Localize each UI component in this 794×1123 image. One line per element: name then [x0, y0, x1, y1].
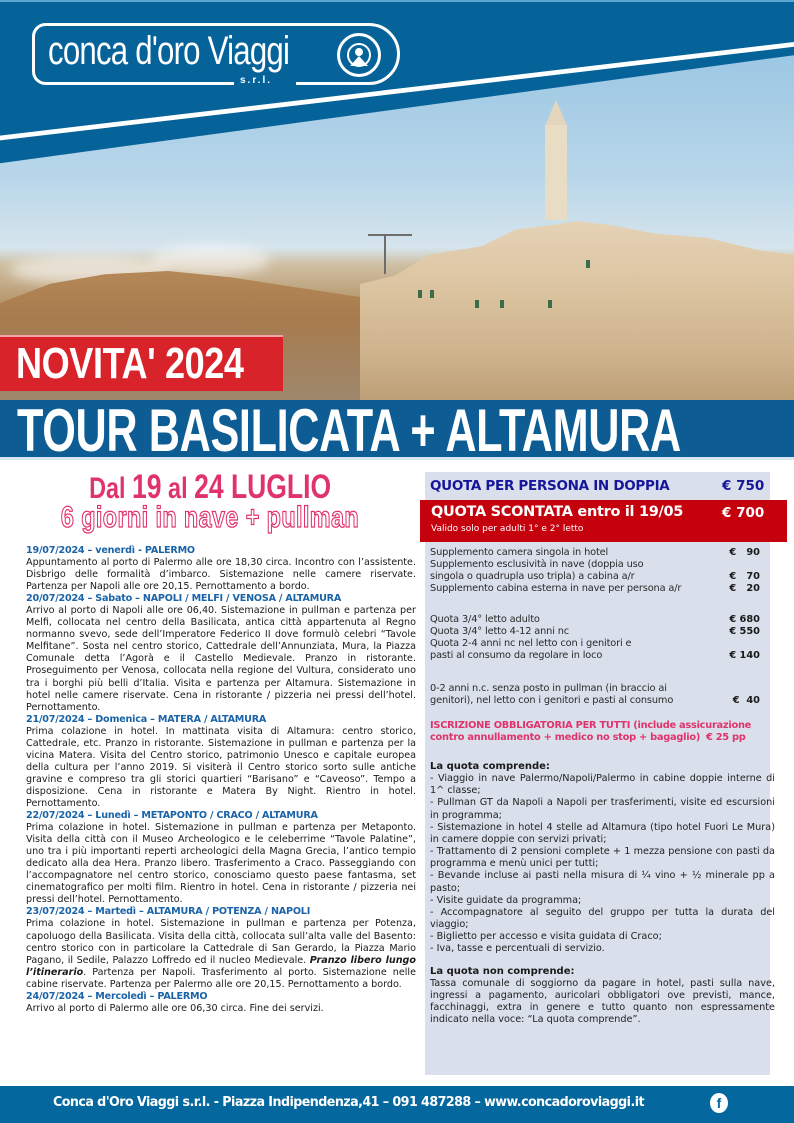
- supplement-value: € 90: [729, 547, 760, 558]
- date-end: 24 LUGLIO: [193, 468, 331, 506]
- includes-item: - Trattamento di 2 pensioni complete + 1 mezza pensione con pasti da programma e menù unici per tutti;: [430, 846, 775, 870]
- supplement-value: € 70: [729, 571, 760, 582]
- date-mid: al: [161, 472, 194, 505]
- seal-figure: [350, 56, 368, 66]
- novelty-badge-text: NOVITA' 2024: [16, 339, 244, 388]
- itinerary-day: [26, 810, 416, 906]
- inclusions: [430, 761, 775, 1026]
- supplements-list: [430, 547, 770, 595]
- footer: [0, 1086, 794, 1123]
- quote-label: pasti al consumo da regolare in loco: [430, 650, 603, 661]
- includes-title: La quota comprende:: [430, 761, 550, 772]
- seal-icon: [337, 33, 381, 77]
- includes-item: - Iva, tasse e percentuali di servizio.: [430, 943, 605, 955]
- discount-note: Valido solo per adulti 1° e 2° letto: [431, 524, 584, 534]
- day-text: . Partenza per Napoli. Trasferimento al porto. Sistemazione nelle cabine riservate. Partenza per Palermo alle ore 20,15. Pernottamento a bordo.: [26, 966, 416, 990]
- includes-item: - Sistemazione in hotel 4 stelle ad Altamura (tipo hotel Fuori Le Mura) in camere doppie con servizi privati;: [430, 821, 775, 845]
- page-title: TOUR BASILICATA + ALTAMURA: [17, 397, 681, 464]
- day-text: Prima colazione in hotel. Sistemazione in pullman e partenza per Potenza, capoluogo della Basilicata. Visita della città, collocata sull’alta valle del Basento: centro storico con in particolare la Cattedrale di San Gerardo, la Piazza Mario Pagano, il Sedile, Palazzo Loffredo ed il nucleo Medievale.: [26, 918, 416, 966]
- company-logo: [32, 23, 402, 87]
- logo-suffix: s.r.l.: [240, 75, 273, 86]
- itinerary: [26, 545, 416, 1015]
- excludes-title: La quota non comprende:: [430, 965, 575, 977]
- day-heading: 22/07/2024 – Lunedì – METAPONTO / CRACO / ALTAMURA: [26, 810, 318, 822]
- day-heading: 23/07/2024 – Martedì – ALTAMURA / POTENZA / NAPOLI: [26, 906, 311, 918]
- quote-value: € 550: [729, 626, 760, 637]
- day-text-emphasis: Pranzo libero lungo l’itinerario: [26, 954, 416, 978]
- registration-value: € 25 pp: [706, 732, 746, 744]
- quote-label: Quota 2-4 anni nc nel letto con i genitori e: [430, 638, 632, 649]
- quote-label: genitori), nel letto con i genitori e pasti al consumo: [430, 695, 674, 706]
- crane: [368, 234, 412, 236]
- itinerary-day: [26, 991, 416, 1015]
- top-border: [0, 0, 794, 2]
- supplement-row: [430, 547, 770, 559]
- window: [475, 300, 479, 308]
- tour-duration: 6 giorni in nave + pullman: [60, 501, 360, 534]
- day-heading: 19/07/2024 – venerdì - PALERMO: [26, 545, 195, 556]
- includes-item: - Accompagnatore al seguito del gruppo per tutta la durata del viaggio;: [430, 906, 775, 931]
- mandatory-registration: [430, 720, 775, 744]
- day-description: Arrivo al porto di Napoli alle ore 06,40. Sistemazione in pullman e partenza per Melfi, collocata nel centro della Basilicata, antica città appartenuta al Regno normanno svevo, sede dell’Imperatore Federico II dove formulò celebri “Tavole Melfitane”. Sosta nel centro storico, Cattedrale dell’Annunziata, Mura, la Piazza Comunale detta l’Agorà e il Castello Medievale. Pranzo in ristorante. Proseguimento per Venosa, collocata nella regione del Vultura, considerato uno tra i borghi più belli d’Italia. Visita e partenza per Altamura. Sistemazione in hotel nelle camere riservate. Cena in ristorante / pizzeria nei pressi dell’hotel. Pernottamento.: [26, 605, 416, 713]
- quote-value: € 40: [732, 695, 760, 706]
- discount-price-box: [420, 500, 787, 542]
- window: [430, 290, 434, 298]
- day-description: Arrivo al porto di Palermo alle ore 06,30 circa. Fine dei servizi.: [26, 1002, 324, 1014]
- day-description: Appuntamento al porto di Palermo alle ore 18,30 circa. Incontro con l’assistente. Disbrigo delle formalità d’imbarco. Sistemazione nelle camere riservate. Partenza per Napoli alle ore 20,15. Pernottamento a bordo.: [26, 557, 416, 593]
- quote-value: € 680: [729, 614, 760, 625]
- itinerary-day: [26, 906, 416, 990]
- spacer: [430, 956, 775, 966]
- main-price-label: QUOTA PER PERSONA IN DOPPIA: [430, 478, 670, 494]
- quote-value: € 140: [729, 650, 760, 661]
- supplement-label: Supplemento camera singola in hotel: [430, 547, 609, 558]
- window: [500, 300, 504, 308]
- includes-item: - Pullman GT da Napoli a Napoli per trasferimenti, visite ed escursioni in programma;: [430, 797, 775, 821]
- day-description: Prima colazione in hotel. In mattinata visita di Altamura: centro storico, Cattedrale, etc. Pranzo in ristorante. Sistemazione in pullman e partenza per la vicina Matera. Visita del Centro storico, patrimonio Unesco e capitale europea della cultura per l’anno 2019. Si visiterà il Centro storico sorto sulle antiche gravine e compreso tra gli storici quartieri “Barisano” e “Caveoso”. Tempo a disposizione. Cena in ristorante e Matera By Night. Rientro in hotel. Pernottamento.: [26, 725, 416, 809]
- date-start: 19: [131, 468, 162, 506]
- supplement-row: [430, 559, 770, 583]
- crane-mast: [384, 234, 386, 274]
- main-price-value: € 750: [722, 478, 765, 494]
- day-heading: 24/07/2024 – Mercoledì – PALERMO: [26, 990, 208, 1002]
- discount-label: QUOTA SCONTATA entro il 19/05: [431, 504, 684, 520]
- excludes-text: Tassa comunale di soggiorno da pagare in hotel, pasti sulla nave, ingressi a pagamento, auricolari obbligatori ove previsti, mance, facchinaggi, extra in genere e tutto quanto non espressamente indicato nella voce: “La quota comprende”.: [430, 977, 775, 1026]
- supplement-label: Supplemento cabina esterna in nave per persona a/r: [430, 583, 682, 594]
- window: [586, 260, 590, 268]
- quote-row: [430, 683, 770, 707]
- supplement-value: € 20: [729, 583, 760, 594]
- tour-dates: [0, 468, 420, 535]
- supplement-label: singola o quadrupla uso tripla) a cabina a/r: [430, 571, 635, 582]
- includes-item: - Bevande incluse ai pasti nella misura di ¼ vino + ½ minerale pp a pasto;: [430, 870, 775, 894]
- quote-label: 0-2 anni n.c. senza posto in pullman (in braccio ai: [430, 683, 667, 694]
- cloud: [150, 245, 270, 275]
- itinerary-day: [26, 593, 416, 713]
- discount-value: € 700: [722, 505, 765, 521]
- includes-item: - Visite guidate da programma;: [430, 894, 582, 906]
- bell-tower: [545, 125, 567, 220]
- window: [418, 290, 422, 298]
- day-heading: 20/07/2024 – Sabato – NAPOLI / MELFI / VENOSA / ALTAMURA: [26, 593, 342, 605]
- title-bar: [0, 397, 794, 464]
- logo-wordmark: conca d'oro Viaggi: [48, 29, 290, 73]
- registration-text: contro annullamento + medico no stop + bagaglio): [430, 732, 701, 744]
- day-description: [26, 918, 416, 990]
- quote-row: [430, 638, 770, 662]
- footer-contact: Conca d'Oro Viaggi s.r.l. - Piazza Indipendenza,41 – 091 487288 – www.concadoroviaggi.it: [53, 1094, 644, 1110]
- itinerary-day: [26, 545, 416, 593]
- infant-quote: [430, 683, 770, 707]
- quote-row: [430, 626, 770, 638]
- bell-tower-spire: [545, 100, 567, 126]
- quotes-list: [430, 614, 770, 662]
- quote-label: Quota 3/4° letto adulto: [430, 614, 540, 625]
- facebook-icon[interactable]: f: [710, 1093, 728, 1113]
- itinerary-day: [26, 714, 416, 810]
- includes-item: - Biglietto per accesso e visita guidata di Craco;: [430, 931, 662, 943]
- quote-label: Quota 3/4° letto 4-12 anni nc: [430, 626, 570, 637]
- registration-text: ISCRIZIONE OBBLIGATORIA PER TUTTI (include assicurazione: [430, 720, 752, 731]
- day-heading: 21/07/2024 – Domenica – MATERA / ALTAMURA: [26, 713, 267, 725]
- date-prefix: Dal: [88, 472, 132, 505]
- novelty-badge: [0, 335, 283, 391]
- window: [548, 300, 552, 308]
- seal-globe: [355, 48, 363, 56]
- town-sassi: [360, 200, 794, 400]
- supplement-row: [430, 583, 770, 595]
- includes-item: - Viaggio in nave Palermo/Napoli/Palermo in cabine doppie interne di 1^ classe;: [430, 773, 775, 797]
- supplement-label: Supplemento esclusività in nave (doppia uso: [430, 559, 644, 570]
- day-description: Prima colazione in hotel. Sistemazione in pullman e partenza per Metaponto. Visita della città con il Museo Archeologico e le celeberrime “Tavole Palatine”, uno tra i più importanti reperti archeologici della Magna Grecia, l’antico tempio dedicato alla dea Hera. Pranzo libero. Trasferimento a Craco. Passeggiando con l’accompagnatore nel centro storico, conosciamo questo paese fantasma, set cinematografico per molti film. Rientro in hotel. Cena in ristorante / pizzeria nei pressi dell’hotel. Pernottamento.: [26, 822, 416, 906]
- quote-row: [430, 614, 770, 626]
